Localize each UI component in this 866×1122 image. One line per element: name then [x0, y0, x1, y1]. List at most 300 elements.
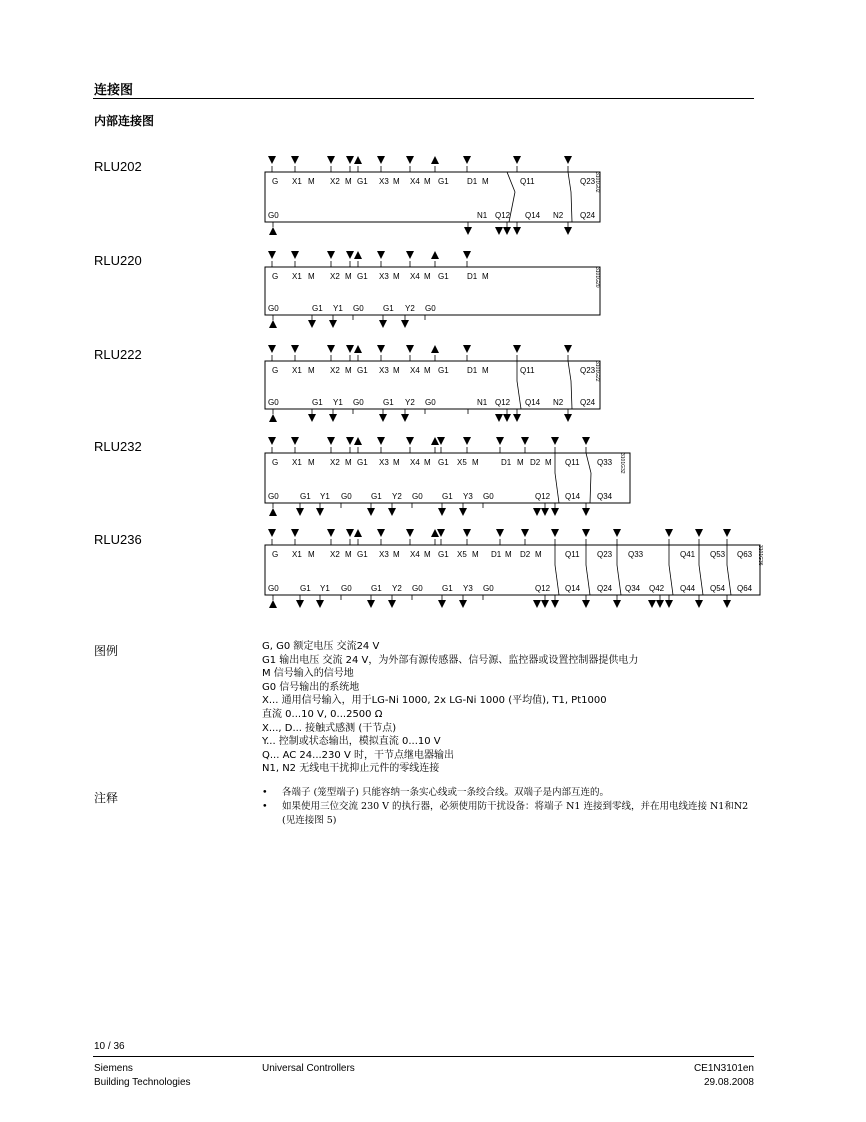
note-item	[262, 800, 762, 828]
diagram-code: 3101G22	[594, 361, 600, 382]
terminal-arrow-down-icon	[406, 345, 414, 353]
terminal-label: G0	[268, 398, 279, 407]
terminal-label: M	[308, 177, 315, 186]
terminal-label: Y1	[320, 492, 330, 501]
terminal-arrow-down-icon	[564, 227, 572, 235]
bullet: •	[262, 801, 268, 812]
terminal-label: M	[345, 177, 352, 186]
terminal-arrow-down-icon	[513, 345, 521, 353]
terminal-arrow-down-icon	[379, 320, 387, 328]
notes-label: 注释	[94, 791, 119, 805]
terminal-label: G0	[268, 211, 279, 220]
terminal-label: G1	[371, 584, 382, 593]
legend-line: M 信号输入的信号地	[262, 668, 354, 680]
terminal-label: Q34	[625, 584, 641, 593]
supply-arrow-up-icon	[269, 227, 277, 235]
terminal-label: G0	[483, 492, 494, 501]
model-label-rlu232: RLU232	[94, 439, 142, 454]
terminal-label: G1	[300, 492, 311, 501]
terminal-label: G0	[268, 584, 279, 593]
terminal-label: Q42	[649, 584, 665, 593]
terminal-label: M	[472, 458, 479, 467]
terminal-arrow-down-icon	[665, 600, 673, 608]
terminal-label: G0	[341, 492, 352, 501]
note-item	[262, 786, 762, 800]
terminal-arrow-down-icon	[379, 414, 387, 422]
terminal-label: Q14	[525, 211, 541, 220]
terminal-arrow-down-icon	[268, 156, 276, 164]
terminal-arrow-down-icon	[613, 600, 621, 608]
terminal-arrow-down-icon	[268, 529, 276, 537]
terminal-arrow-down-icon	[551, 529, 559, 537]
terminal-arrow-down-icon	[723, 529, 731, 537]
terminal-label: G1	[357, 366, 368, 375]
terminal-arrow-down-icon	[291, 529, 299, 537]
input-arrow-up-icon	[354, 437, 362, 445]
terminal-arrow-down-icon	[308, 414, 316, 422]
terminal-arrow-down-icon	[377, 156, 385, 164]
terminal-arrow-down-icon	[464, 227, 472, 235]
legend-label: 图例	[94, 644, 119, 658]
relay-contact	[669, 565, 673, 595]
terminal-label: M	[393, 458, 400, 467]
terminal-label: X1	[292, 366, 302, 375]
terminal-label: Y1	[333, 398, 343, 407]
terminal-label: D2	[530, 458, 541, 467]
terminal-arrow-down-icon	[377, 437, 385, 445]
input-arrow-up-icon	[354, 345, 362, 353]
terminal-arrow-down-icon	[582, 508, 590, 516]
terminal-arrow-down-icon	[463, 251, 471, 259]
terminal-arrow-down-icon	[367, 600, 375, 608]
terminal-arrow-down-icon	[496, 437, 504, 445]
terminal-arrow-down-icon	[513, 414, 521, 422]
terminal-label: M	[482, 272, 489, 281]
terminal-label: G0	[425, 304, 436, 313]
terminal-arrow-down-icon	[406, 529, 414, 537]
terminal-label: G	[272, 550, 279, 559]
legend-line: X... 通用信号输入，用于LG-Ni 1000, 2x LG-Ni 1000 (平均值), T1, Pt1000	[262, 695, 607, 707]
terminal-label: M	[424, 366, 431, 375]
terminal-label: M	[482, 366, 489, 375]
terminal-label: Q11	[565, 550, 580, 559]
terminal-label: Y3	[463, 492, 473, 501]
terminal-label: X3	[379, 177, 389, 186]
terminal-label: Q14	[565, 492, 581, 501]
terminal-label: Q11	[520, 177, 535, 186]
terminal-arrow-down-icon	[503, 227, 511, 235]
terminal-arrow-down-icon	[346, 529, 354, 537]
terminal-arrow-down-icon	[268, 345, 276, 353]
terminal-arrow-down-icon	[327, 251, 335, 259]
terminal-label: X5	[457, 550, 467, 559]
terminal-label: G	[272, 272, 279, 281]
terminal-arrow-down-icon	[533, 600, 541, 608]
terminal-label: G0	[268, 492, 279, 501]
terminal-label: X2	[330, 458, 340, 467]
terminal-arrow-down-icon	[377, 345, 385, 353]
terminal-label: G0	[483, 584, 494, 593]
input-arrow-up-icon	[431, 251, 439, 259]
terminal-arrow-down-icon	[327, 437, 335, 445]
terminal-label: G1	[312, 398, 323, 407]
terminal-box	[265, 172, 600, 222]
terminal-arrow-down-icon	[296, 600, 304, 608]
terminal-arrow-down-icon	[513, 227, 521, 235]
terminal-arrow-down-icon	[459, 600, 467, 608]
terminal-arrow-down-icon	[495, 227, 503, 235]
terminal-label: N2	[553, 211, 564, 220]
terminal-arrow-down-icon	[564, 156, 572, 164]
terminal-label: G0	[412, 492, 423, 501]
terminal-label: M	[424, 272, 431, 281]
terminal-label: G1	[357, 272, 368, 281]
wiring-diagram-rlu236	[255, 523, 775, 613]
terminal-label: Q12	[535, 492, 551, 501]
model-label-rlu220: RLU220	[94, 253, 142, 268]
terminal-arrow-down-icon	[327, 529, 335, 537]
terminal-arrow-down-icon	[551, 508, 559, 516]
terminal-label: G1	[438, 550, 449, 559]
relay-contact	[568, 172, 571, 192]
terminal-arrow-down-icon	[613, 529, 621, 537]
terminal-label: X4	[410, 177, 420, 186]
relay-contact	[571, 192, 572, 222]
terminal-label: Q63	[737, 550, 753, 559]
terminal-label: G	[272, 366, 279, 375]
terminal-arrow-down-icon	[533, 508, 541, 516]
supply-arrow-up-icon	[269, 414, 277, 422]
terminal-arrow-down-icon	[401, 320, 409, 328]
diagram-code: 3101G20	[594, 267, 600, 288]
legend-line: Q... AC 24...230 V 时，干节点继电器输出	[262, 749, 454, 761]
terminal-label: X2	[330, 272, 340, 281]
terminal-label: Q12	[535, 584, 551, 593]
terminal-label: M	[393, 177, 400, 186]
terminal-label: M	[393, 366, 400, 375]
notes	[262, 786, 762, 828]
terminal-label: G1	[438, 366, 449, 375]
terminal-label: Q24	[580, 211, 596, 220]
diagram-code: 3101G36	[757, 545, 763, 566]
terminal-label: X2	[330, 550, 340, 559]
terminal-label: D1	[501, 458, 512, 467]
supply-arrow-up-icon	[269, 320, 277, 328]
terminal-arrow-down-icon	[463, 529, 471, 537]
terminal-arrow-down-icon	[346, 345, 354, 353]
terminal-label: X3	[379, 458, 389, 467]
terminal-arrow-down-icon	[406, 437, 414, 445]
terminal-label: Q14	[525, 398, 541, 407]
terminal-label: G1	[383, 304, 394, 313]
terminal-label: X5	[457, 458, 467, 467]
terminal-label: G	[272, 458, 279, 467]
terminal-label: G0	[353, 304, 364, 313]
model-label-rlu222: RLU222	[94, 347, 142, 362]
terminal-label: X4	[410, 366, 420, 375]
terminal-label: G1	[357, 177, 368, 186]
terminal-label: M	[505, 550, 512, 559]
terminal-arrow-down-icon	[291, 345, 299, 353]
terminal-label: X1	[292, 550, 302, 559]
terminal-arrow-down-icon	[291, 156, 299, 164]
terminal-arrow-down-icon	[521, 437, 529, 445]
terminal-label: M	[345, 272, 352, 281]
terminal-label: Q11	[520, 366, 535, 375]
terminal-label: M	[424, 550, 431, 559]
terminal-label: Y2	[392, 584, 402, 593]
terminal-arrow-down-icon	[438, 600, 446, 608]
terminal-label: Q12	[495, 211, 511, 220]
terminal-label: G1	[312, 304, 323, 313]
terminal-arrow-down-icon	[656, 600, 664, 608]
terminal-label: X2	[330, 366, 340, 375]
wiring-diagram-rlu220	[255, 245, 605, 335]
terminal-arrow-down-icon	[541, 508, 549, 516]
terminal-arrow-down-icon	[459, 508, 467, 516]
input-arrow-up-icon	[354, 156, 362, 164]
terminal-label: Y1	[320, 584, 330, 593]
terminal-arrow-down-icon	[329, 320, 337, 328]
page-number: 10 / 36	[94, 1041, 125, 1052]
input-arrow-up-icon	[354, 251, 362, 259]
terminal-label: G1	[300, 584, 311, 593]
terminal-label: Y3	[463, 584, 473, 593]
terminal-label: Y2	[405, 304, 415, 313]
terminal-label: M	[517, 458, 524, 467]
terminal-arrow-down-icon	[346, 251, 354, 259]
terminal-label: Q24	[597, 584, 613, 593]
terminal-label: X1	[292, 177, 302, 186]
terminal-label: G0	[412, 584, 423, 593]
terminal-arrow-down-icon	[388, 600, 396, 608]
terminal-arrow-down-icon	[695, 600, 703, 608]
footer-product: Universal Controllers	[262, 1063, 355, 1074]
terminal-label: G0	[268, 304, 279, 313]
terminal-arrow-down-icon	[401, 414, 409, 422]
terminal-arrow-down-icon	[329, 414, 337, 422]
terminal-arrow-down-icon	[695, 529, 703, 537]
terminal-label: G0	[353, 398, 364, 407]
terminal-label: X2	[330, 177, 340, 186]
input-arrow-up-icon	[431, 345, 439, 353]
terminal-label: D2	[520, 550, 531, 559]
terminal-label: M	[308, 458, 315, 467]
terminal-label: G0	[341, 584, 352, 593]
terminal-label: M	[545, 458, 552, 467]
supply-arrow-up-icon	[269, 600, 277, 608]
relay-contact	[571, 381, 572, 409]
terminal-label: G0	[425, 398, 436, 407]
relay-contact	[568, 361, 571, 381]
relay-contact	[555, 473, 559, 503]
terminal-arrow-down-icon	[388, 508, 396, 516]
terminal-arrow-down-icon	[564, 345, 572, 353]
terminal-arrow-down-icon	[438, 508, 446, 516]
terminal-label: G1	[442, 584, 453, 593]
terminal-arrow-down-icon	[503, 414, 511, 422]
relay-contact	[555, 565, 559, 595]
wiring-diagram-rlu232	[255, 431, 635, 521]
terminal-label: D1	[467, 366, 478, 375]
relay-contact	[617, 565, 621, 595]
terminal-arrow-down-icon	[513, 156, 521, 164]
relay-contact	[517, 381, 521, 409]
terminal-label: Q23	[580, 366, 596, 375]
legend-line: G0 信号输出的系统地	[262, 681, 360, 693]
terminal-label: M	[472, 550, 479, 559]
terminal-label: Y2	[392, 492, 402, 501]
terminal-label: G1	[383, 398, 394, 407]
terminal-arrow-down-icon	[723, 600, 731, 608]
terminal-arrow-down-icon	[551, 437, 559, 445]
legend-line: Y... 控制或状态输出，模拟直流 0...10 V	[262, 736, 441, 748]
terminal-label: Q54	[710, 584, 726, 593]
terminal-arrow-down-icon	[582, 437, 590, 445]
terminal-label: M	[482, 177, 489, 186]
terminal-arrow-down-icon	[541, 600, 549, 608]
terminal-label: Q14	[565, 584, 581, 593]
terminal-label: Q33	[597, 458, 613, 467]
terminal-arrow-down-icon	[327, 156, 335, 164]
legend	[262, 640, 638, 776]
terminal-arrow-down-icon	[665, 529, 673, 537]
terminal-label: G1	[438, 458, 449, 467]
diagram-code: 3101G02	[594, 172, 600, 193]
relay-contact	[727, 565, 731, 595]
input-arrow-up-icon	[431, 156, 439, 164]
terminal-label: Q34	[597, 492, 613, 501]
terminal-label: X3	[379, 272, 389, 281]
terminal-label: Q12	[495, 398, 511, 407]
terminal-label: M	[345, 458, 352, 467]
footer-rule	[93, 1056, 754, 1057]
terminal-arrow-down-icon	[291, 251, 299, 259]
terminal-arrow-down-icon	[367, 508, 375, 516]
terminal-arrow-down-icon	[521, 529, 529, 537]
terminal-label: M	[535, 550, 542, 559]
relay-contact	[586, 453, 591, 473]
terminal-arrow-down-icon	[268, 251, 276, 259]
terminal-label: Q33	[628, 550, 644, 559]
terminal-arrow-down-icon	[582, 529, 590, 537]
relay-contact	[699, 565, 703, 595]
footer-date: 29.08.2008	[703, 1077, 754, 1088]
model-label-rlu236: RLU236	[94, 532, 142, 547]
relay-contact	[586, 565, 590, 595]
terminal-arrow-down-icon	[308, 320, 316, 328]
terminal-label: D1	[467, 272, 478, 281]
terminal-arrow-down-icon	[406, 156, 414, 164]
terminal-arrow-down-icon	[406, 251, 414, 259]
terminal-label: X4	[410, 458, 420, 467]
terminal-label: Y1	[333, 304, 343, 313]
terminal-label: N1	[477, 398, 488, 407]
legend-line: X..., D... 接触式感测 (干节点)	[262, 722, 397, 734]
legend-line: N1, N2 无线电干扰抑止元件的零线连接	[262, 763, 440, 775]
terminal-arrow-down-icon	[463, 156, 471, 164]
terminal-label: G1	[357, 458, 368, 467]
relay-contact	[507, 172, 515, 192]
terminal-label: G	[272, 177, 279, 186]
terminal-label: Y2	[405, 398, 415, 407]
terminal-label: X3	[379, 550, 389, 559]
terminal-label: M	[393, 550, 400, 559]
terminal-label: Q53	[710, 550, 726, 559]
terminal-arrow-down-icon	[346, 156, 354, 164]
terminal-arrow-down-icon	[316, 508, 324, 516]
terminal-arrow-down-icon	[316, 600, 324, 608]
footer-left	[94, 1062, 191, 1090]
bullet: •	[262, 787, 268, 798]
terminal-label: Q23	[580, 177, 596, 186]
terminal-label: Q41	[680, 550, 696, 559]
terminal-arrow-down-icon	[463, 437, 471, 445]
footer-division: Building Technologies	[94, 1077, 191, 1088]
terminal-label: N1	[477, 211, 488, 220]
model-label-rlu202: RLU202	[94, 159, 142, 174]
terminal-label: M	[308, 272, 315, 281]
input-arrow-up-icon	[354, 529, 362, 537]
terminal-label: M	[345, 366, 352, 375]
section-title: 内部连接图	[94, 114, 155, 128]
terminal-arrow-down-icon	[296, 508, 304, 516]
wiring-diagram-rlu202	[255, 150, 605, 240]
supply-arrow-up-icon	[269, 508, 277, 516]
terminal-label: M	[345, 550, 352, 559]
page-title: 连接图	[94, 83, 134, 98]
terminal-arrow-down-icon	[268, 437, 276, 445]
terminal-label: G1	[438, 177, 449, 186]
terminal-label: M	[308, 550, 315, 559]
legend-line: 直流 0...10 V, 0...2500 Ω	[262, 708, 383, 720]
terminal-arrow-down-icon	[564, 414, 572, 422]
terminal-arrow-down-icon	[463, 345, 471, 353]
terminal-label: X1	[292, 458, 302, 467]
terminal-label: G1	[442, 492, 453, 501]
terminal-label: X4	[410, 550, 420, 559]
terminal-arrow-down-icon	[495, 414, 503, 422]
note-text: 如果使用三位交流 230 V 的执行器，必须使用防干扰设备：将端子 N1 连接到零线，并在用电线连接 N1和N2 (见连接图 5)	[282, 801, 749, 826]
terminal-label: Q24	[580, 398, 596, 407]
footer-right	[694, 1062, 754, 1090]
terminal-label: X4	[410, 272, 420, 281]
terminal-label: X3	[379, 366, 389, 375]
terminal-label: G1	[357, 550, 368, 559]
terminal-label: Q44	[680, 584, 696, 593]
terminal-label: D1	[491, 550, 502, 559]
terminal-arrow-down-icon	[291, 437, 299, 445]
terminal-label: X1	[292, 272, 302, 281]
terminal-label: N2	[553, 398, 564, 407]
terminal-label: Q11	[565, 458, 580, 467]
terminal-label: M	[308, 366, 315, 375]
terminal-arrow-down-icon	[346, 437, 354, 445]
footer-doc-id: CE1N3101en	[693, 1063, 754, 1074]
terminal-arrow-down-icon	[496, 529, 504, 537]
terminal-label: G1	[371, 492, 382, 501]
note-text: 各端子 (笼型端子) 只能容纳一条实心线或一条绞合线。双端子是内部互连的。	[282, 787, 609, 798]
terminal-label: D1	[467, 177, 478, 186]
diagram-code: 3101G32	[619, 453, 625, 474]
relay-contact	[590, 473, 591, 503]
terminal-arrow-down-icon	[377, 529, 385, 537]
header-rule	[93, 98, 754, 99]
terminal-label: Q23	[597, 550, 613, 559]
terminal-label: M	[424, 177, 431, 186]
terminal-arrow-down-icon	[377, 251, 385, 259]
terminal-arrow-down-icon	[327, 345, 335, 353]
